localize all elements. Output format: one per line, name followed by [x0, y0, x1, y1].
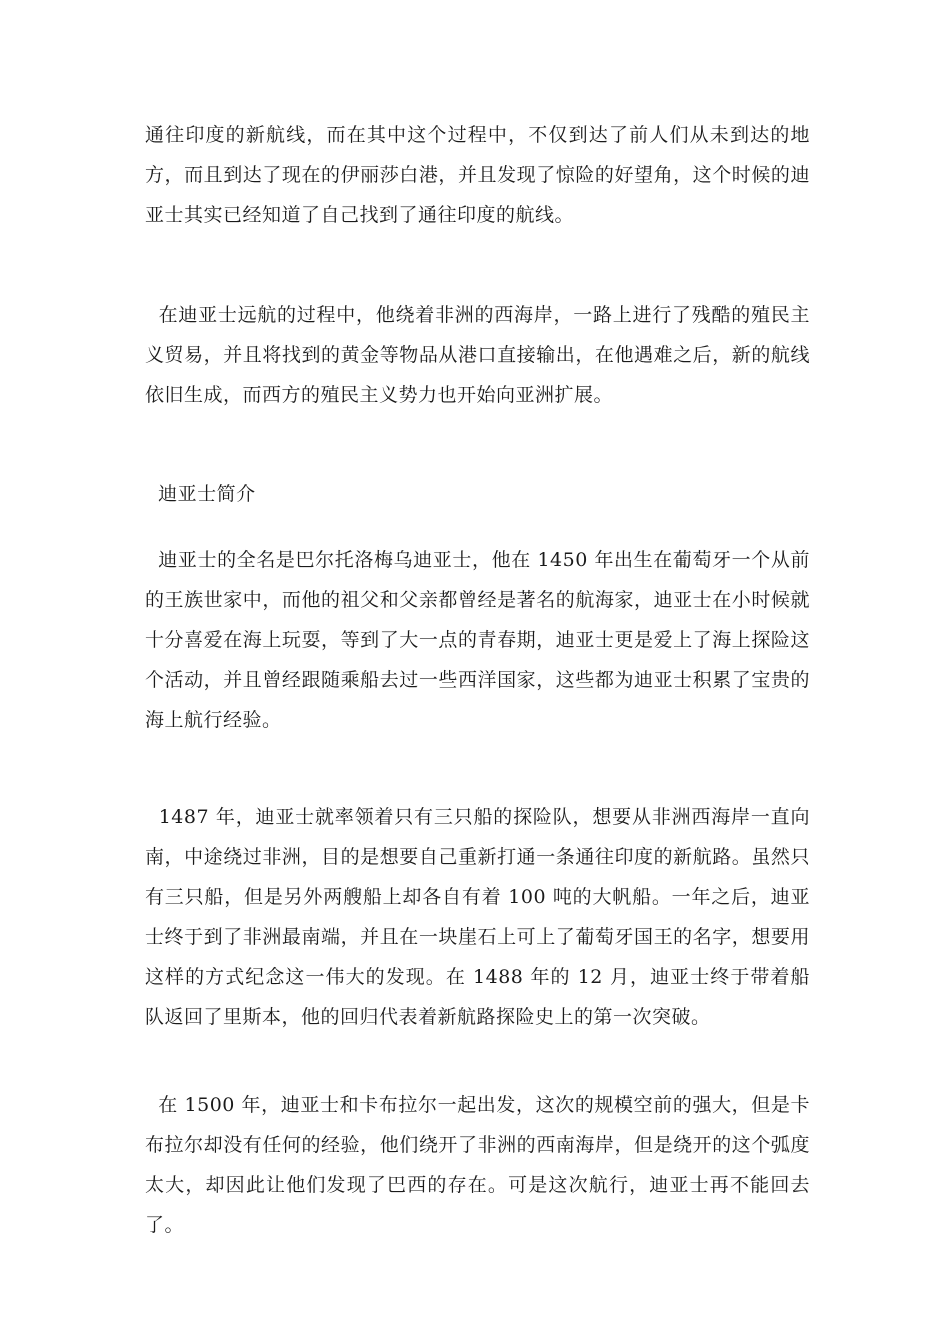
section-heading-dias-intro: 迪亚士简介	[145, 483, 256, 505]
paragraph-route-to-india: 通往印度的新航线，而在其中这个过程中，不仅到达了前人们从未到达的地方，而且到达了现在的伊丽莎白港，并且发现了惊险的好望角，这个时候的迪亚士其实已经知道了自己找到了通往印度的航线。	[145, 124, 810, 226]
paragraph-1487-expedition: 1487 年，迪亚士就率领着只有三只船的探险队，想要从非洲西海岸一直向南，中途绕过非洲，目的是想要自己重新打通一条通往印度的新航路。虽然只有三只船，但是另外两艘船上却各自有着 100 吨的大帆船。一年之后，迪亚士终于到了非洲最南端，并且在一块崖石上可上了葡萄牙国王的名字，想要用这样的方式纪念这一伟大的发现。在 1488 年的 12 月，迪亚士终于带着船队返回了里斯本，他的回归代表着新航路探险史上的第一次突破。	[145, 806, 810, 1028]
paragraph-1500-voyage: 在 1500 年，迪亚士和卡布拉尔一起出发，这次的规模空前的强大，但是卡布拉尔却没有任何的经验，他们绕开了非洲的西南海岸，但是绕开的这个弧度太大，却因此让他们发现了巴西的存在。可是这次航行，迪亚士再不能回去了。	[145, 1094, 810, 1236]
paragraph-dias-biography: 迪亚士的全名是巴尔托洛梅乌迪亚士，他在 1450 年出生在葡萄牙一个从前的王族世家中，而他的祖父和父亲都曾经是著名的航海家，迪亚士在小时候就十分喜爱在海上玩耍，等到了大一点的青春期，迪亚士更是爱上了海上探险这个活动，并且曾经跟随乘船去过一些西洋国家，这些都为迪亚士积累了宝贵的海上航行经验。	[145, 549, 810, 731]
paragraph-colonial-trade: 在迪亚士远航的过程中，他绕着非洲的西海岸，一路上进行了残酷的殖民主义贸易，并且将找到的黄金等物品从港口直接输出，在他遇难之后，新的航线依旧生成，而西方的殖民主义势力也开始向亚洲扩展。	[145, 304, 810, 406]
